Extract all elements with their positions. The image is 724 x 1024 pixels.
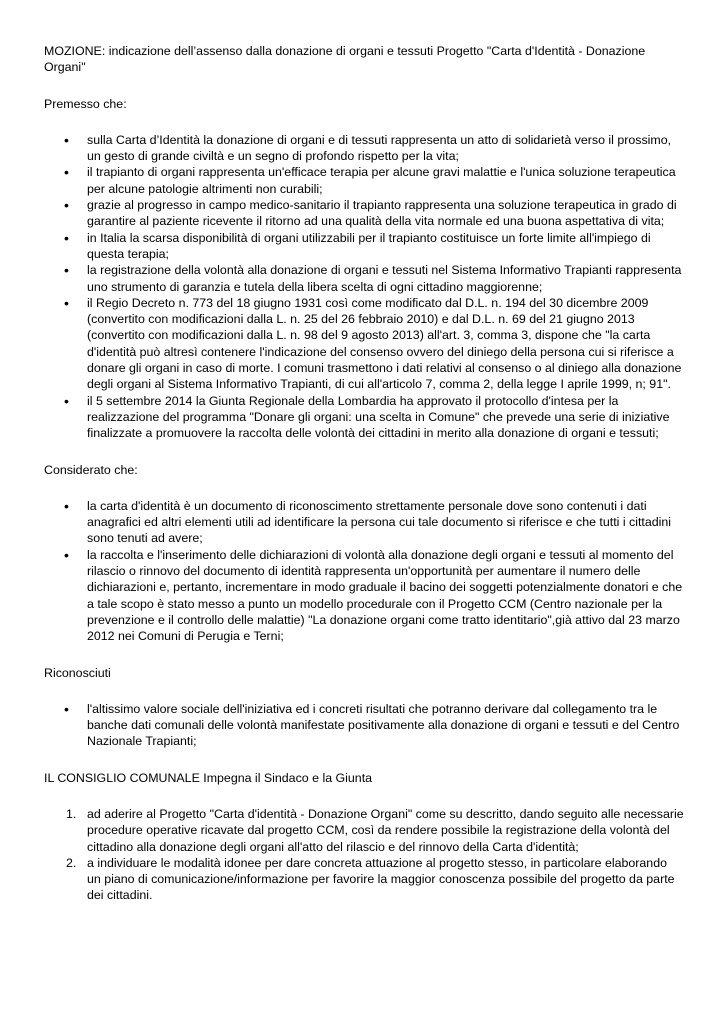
premesso-heading: Premesso che: <box>44 96 127 111</box>
riconosciuti-heading: Riconosciuti <box>44 665 111 680</box>
list-item: • in Italia la scarsa disponibilità di organi utilizzabili per il trapianto costituisce un forte limite all'impiego di questa terapia; <box>44 230 684 263</box>
consiglio-heading: IL CONSIGLIO COMUNALE Impegna il Sindaco e la Giunta <box>44 770 373 785</box>
considerato-list <box>44 498 684 645</box>
list-item: • sulla Carta d’Identità la donazione di organi e di tessuti rappresenta un atto di solidarietà verso il prossimo, un gesto di grande civiltà e un segno di profondo rispetto per la vita; <box>44 132 684 165</box>
document-page <box>44 43 684 904</box>
list-item: • la raccolta e l'inserimento delle dichiarazioni di volontà alla donazione degli organi e tessuti al momento del rilascio o rinnovo del documento di identità rappresenta un'opportunità per aumentare il numero delle dichiarazioni e, pertanto, incrementare in modo graduale il bacino dei soggetti potenzialmente donatori e che a tale scopo è stato messo a punto un modello procedurale con il Progetto CCM (Centro nazionale per la prevenzione e il controllo delle malattie) "La donazione organi come tratto identitario",già attivo dal 23 marzo 2012 nei Comuni di Perugia e Terni; <box>44 547 684 645</box>
list-item: • la carta d'identità è un documento di riconoscimento strettamente personale dove sono contenuti i dati anagrafici ed altri elementi utili ad identificare la persona cui tale documento si riferisce e che tutti i cittadini sono tenuti ad avere; <box>44 498 684 547</box>
item-text: ad aderire al Progetto "Carta d'identità - Donazione Organi" come su descritto, dando seguito alle necessarie procedure operative ricavate dal progetto CCM, così da rendere possibile la registrazione della volontà del cittadino alla donazione degli organi all'atto del rilascio e del rinnovo della Carta d'identità; <box>87 806 684 854</box>
list-item: • il trapianto di organi rappresenta un'efficace terapia per alcune gravi malattie e l'unica soluzione terapeutica per alcune patologie altrimenti non curabili; <box>44 164 684 197</box>
list-item: • grazie al progresso in campo medico-sanitario il trapianto rappresenta una soluzione terapeutica in grado di garantire al paziente ricevente il ritorno ad una qualità della vita normale ed una buona aspettativa di vita; <box>44 197 684 230</box>
item-text: a individuare le modalità idonee per dare concreta attuazione al progetto stesso, in particolare elaborando un piano di comunicazione/informazione per favorire la maggior conoscenza possibile del progetto da parte dei cittadini. <box>87 855 675 903</box>
consiglio-list <box>44 806 684 904</box>
list-item: • l'altissimo valore sociale dell'iniziativa ed i concreti risultati che potranno derivare dal collegamento tra le banche dati comunali delle volontà manifestate positivamente alla donazione di organi e tessuti e del Centro Nazionale Trapianti; <box>44 701 684 750</box>
numbered-item <box>44 806 684 855</box>
motion-title: MOZIONE: indicazione dell’assenso dalla donazione di organi e tessuti Progetto "Carta d'Identità - Donazione Organi" <box>44 44 646 75</box>
list-item: • la registrazione della volontà alla donazione di organi e tessuti nel Sistema Informativo Trapianti rappresenta uno strumento di garanzia e tutela della libera scelta di ogni cittadino maggiorenne; <box>44 262 684 295</box>
item-number: 1. <box>66 806 77 821</box>
riconosciuti-list <box>44 701 684 750</box>
list-item: • il 5 settembre 2014 la Giunta Regionale della Lombardia ha approvato il protocollo d'intesa per la realizzazione del programma "Donare gli organi: una scelta in Comune" che prevede una serie di iniziative finalizzate a promuovere la raccolta delle volontà dei cittadini in merito alla donazione di organi e tessuti; <box>44 393 684 442</box>
considerato-heading: Considerato che: <box>44 462 138 477</box>
numbered-item <box>44 855 684 904</box>
premesso-list <box>44 132 684 442</box>
item-number: 2. <box>66 855 77 870</box>
list-item: • il Regio Decreto n. 773 del 18 giugno 1931 così come modificato dal D.L. n. 194 del 30 dicembre 2009 (convertito con modificazioni dalla L. n. 25 del 26 febbraio 2010) e dal D.L. n. 69 del 21 giugno 2013 (convertito con modificazioni dalla L. n. 98 del 9 agosto 2013) all'art. 3, comma 3, dispone che "la carta d'identità può altresì contenere l'indicazione del consenso ovvero del diniego della persona cui si riferisce a donare gli organi in caso di morte. I comuni trasmettono i dati relativi al consenso o al diniego alla donazione degli organi al Sistema Informativo Trapianti, di cui all'articolo 7, comma 2, della legge I aprile 1999, n; 91". <box>44 295 684 393</box>
